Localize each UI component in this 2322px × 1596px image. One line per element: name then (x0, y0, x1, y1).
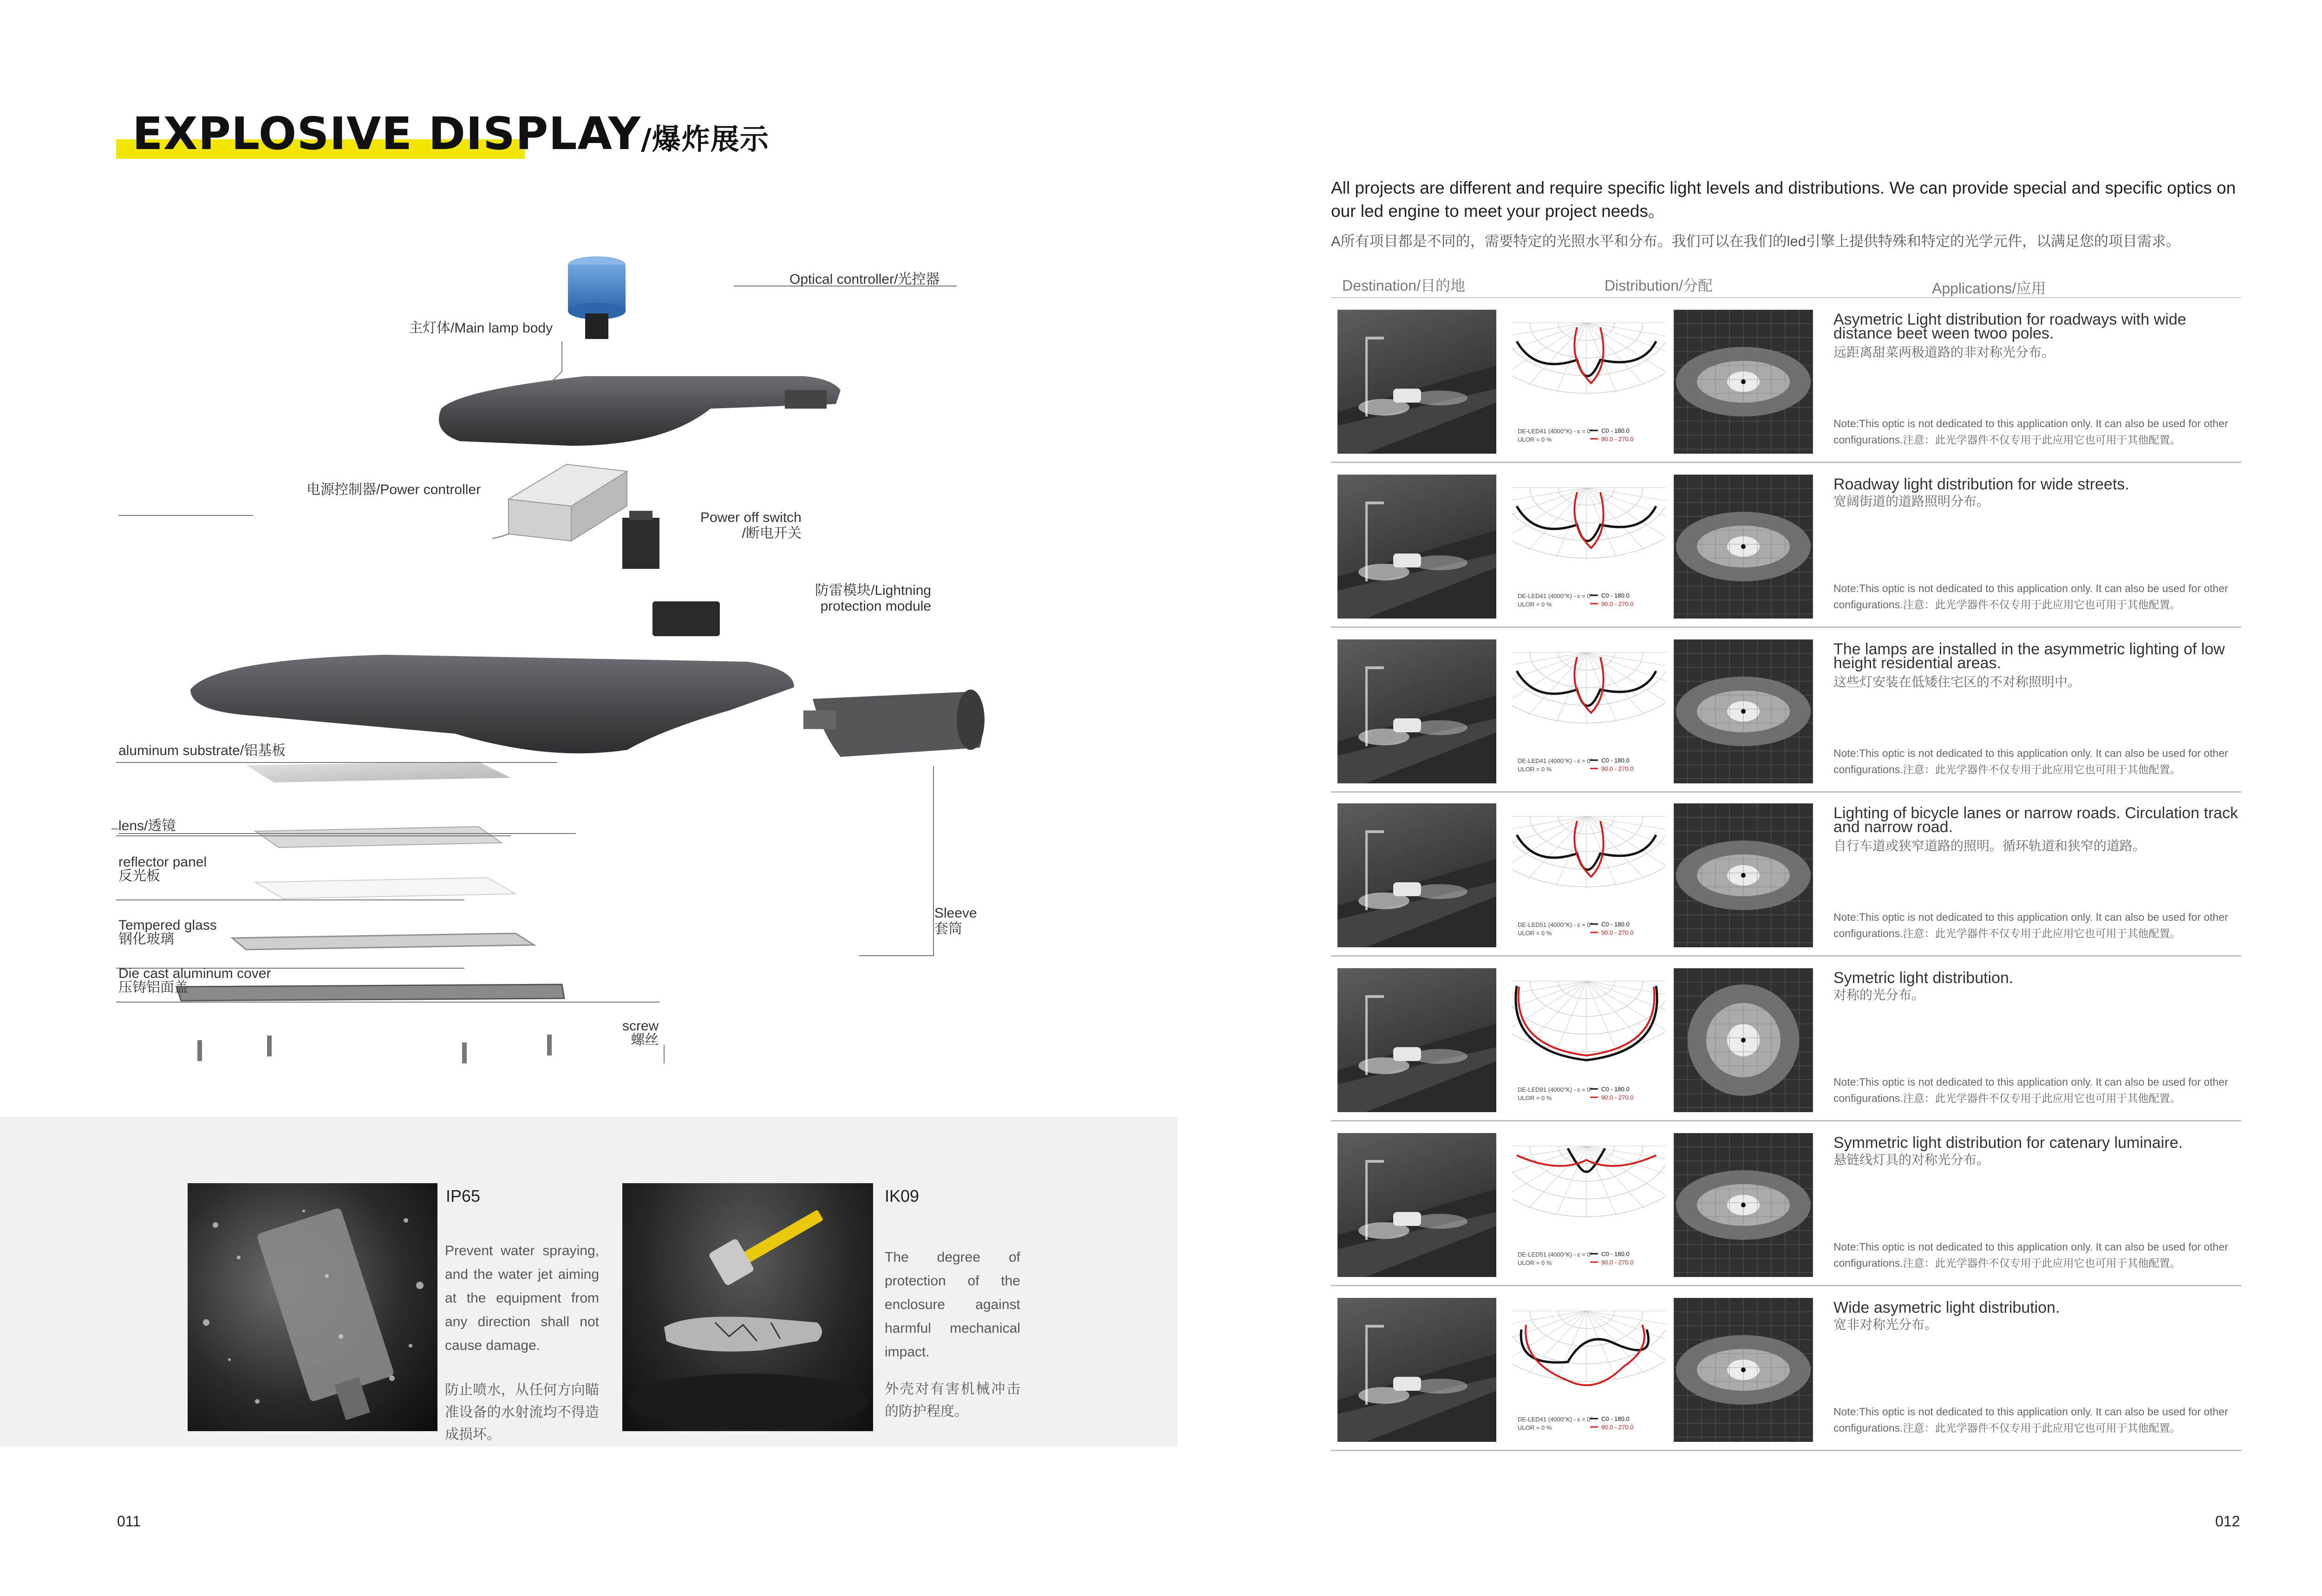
callout-sleeve-en: Sleeve (934, 905, 977, 921)
callout-lightning-module (815, 583, 931, 614)
optics-row (1331, 304, 2241, 463)
legend-label: 90.0 - 270.0 (1601, 1094, 1634, 1101)
callout-power-off-switch (700, 510, 802, 541)
polar-curve-chart (1512, 1297, 1665, 1446)
callout-lightning-line1: 防雷模块/Lightning (815, 583, 932, 598)
application-title-cn: 这些灯安装在低矮住宅区的不对称照明中。 (1833, 675, 2081, 689)
optics-row (1331, 469, 2241, 628)
polar-curve-chart (1512, 474, 1665, 622)
header-destination: Destination/目的地 (1342, 277, 1465, 294)
isolux-plot (1674, 1298, 1813, 1442)
application-note: Note:This optic is not dedicated to this application only. It can also be used for other configurations.注意：此光学器件不仅专用于此应用它也可用于其他配置。 (1833, 417, 2228, 446)
isolux-plot (1674, 639, 1813, 783)
optics-row (1331, 963, 2241, 1121)
ik09-photo (622, 1183, 873, 1431)
legend-label: 90.0 - 270.0 (1601, 765, 1634, 772)
distribution-code: ULOR = 0 % (1518, 766, 1552, 773)
application-title: Lighting of bicycle lanes or narrow roads. Circulation track and narrow road. (1833, 804, 2238, 836)
callout-power-off-switch-cn: /断电开关 (742, 526, 802, 541)
legend-label: 90.0 - 270.0 (1601, 436, 1634, 443)
legend-label: 90.0 - 270.0 (1601, 1259, 1634, 1266)
callout-reflector-en: reflector panel (118, 854, 207, 870)
distribution-diagram (1512, 967, 1665, 1116)
ip65-description-cn: 防止喷水，从任何方向瞄准设备的水射流均不得造成损坏。 (445, 1382, 599, 1442)
destination-photo (1337, 310, 1496, 454)
polar-curve-chart (1512, 638, 1665, 787)
callout-power-off-switch-en: Power off switch (700, 510, 802, 525)
callout-power-controller: 电源控制器/Power controller (307, 482, 481, 497)
distribution-code: ULOR = 0 % (1518, 1424, 1552, 1431)
application-note: Note:This optic is not dedicated to this application only. It can also be used for other configurations.注意：此光学器件不仅专用于此应用它也可用于其他配置。 (1833, 747, 2228, 775)
ip65-description: Prevent water spraying, and the water jet aiming at the equipment from any direction shall not cause damage. (445, 1243, 599, 1353)
legend-label: C0 - 180.0 (1601, 592, 1630, 599)
legend-label: 90.0 - 270.0 (1601, 600, 1634, 607)
polar-curve-chart (1512, 967, 1665, 1116)
distribution-code: DE-LED91 (4000°K) - ε = 0° (1518, 1086, 1593, 1093)
isolux-plot (1674, 1133, 1813, 1277)
optics-row (1331, 634, 2241, 793)
distribution-code: ULOR = 0 % (1518, 930, 1552, 937)
page-number-right: 012 (2215, 1513, 2240, 1530)
distribution-code: ULOR = 0 % (1518, 1259, 1552, 1266)
isolux-plot (1674, 803, 1813, 947)
callout-reflector-cn: 反光板 (118, 868, 160, 884)
legend-label: C0 - 180.0 (1601, 1415, 1630, 1422)
optics-row (1331, 1292, 2241, 1451)
distribution-diagram (1512, 1132, 1665, 1281)
polar-curve-chart (1512, 802, 1665, 951)
distribution-code: DE-LED51 (4000°K) - ε = 0° (1518, 921, 1593, 928)
legend-label: C0 - 180.0 (1601, 427, 1630, 434)
optics-row (1331, 1127, 2241, 1286)
callout-main-lamp-body: 主灯体/Main lamp body (409, 320, 553, 336)
optics-row (1331, 798, 2241, 957)
callout-reflector-panel (118, 855, 207, 883)
callout-leaders (0, 0, 1178, 1117)
destination-photo (1337, 475, 1496, 619)
callout-sleeve (934, 905, 977, 937)
header-applications: Applications/应用 (1932, 280, 2046, 297)
application-title: Symmetric light distribution for catenary luminaire. (1833, 1134, 2183, 1152)
destination-photo (1337, 803, 1496, 947)
application-title: The lamps are installed in the asymmetric lighting of low height residential areas. (1833, 640, 2225, 672)
application-title: Asymetric Light distribution for roadways with wide distance beet ween twoo poles. (1833, 311, 2186, 342)
ip65-title: IP65 (446, 1186, 481, 1205)
row-divider (1331, 791, 2241, 793)
callout-screw-en: screw (622, 1018, 659, 1034)
legend-label: C0 - 180.0 (1601, 757, 1630, 764)
row-divider (1331, 626, 2241, 628)
intro-text: All projects are different and require specific light levels and distributions. We can provide special and specific optics on our led engine to meet your project needs。 (1331, 178, 2236, 221)
callout-tempered-glass (118, 919, 217, 946)
distribution-diagram (1512, 309, 1665, 457)
distribution-diagram (1512, 802, 1665, 951)
row-divider (1331, 1450, 2241, 1451)
legend-label: 90.0 - 270.0 (1601, 929, 1634, 936)
callout-lens: lens/透镜 (118, 818, 176, 834)
destination-photo (1337, 1133, 1496, 1277)
row-divider (1331, 462, 2241, 463)
callout-aluminum-substrate: aluminum substrate/铝基板 (118, 743, 286, 758)
title-cn: /爆炸展示 (641, 122, 769, 156)
application-note: Note:This optic is not dedicated to this application only. It can also be used for other configurations.注意：此光学器件不仅专用于此应用它也可用于其他配置。 (1833, 1076, 2228, 1104)
callout-lightning-line2: protection module (820, 599, 932, 614)
legend-label: C0 - 180.0 (1601, 1086, 1630, 1093)
application-title-cn: 宽阔街道的道路照明分布。 (1833, 494, 1990, 508)
legend-label: C0 - 180.0 (1601, 1251, 1630, 1257)
header-distribution: Distribution/分配 (1605, 277, 1713, 294)
application-title: Symetric light distribution. (1833, 969, 2014, 987)
row-divider (1331, 955, 2241, 957)
distribution-code: DE-LED51 (4000°K) - ε = 0° (1518, 1251, 1593, 1258)
distribution-code: DE-LED41 (4000°K) - ε = 0° (1518, 757, 1593, 764)
callout-die-cast-cover (118, 967, 271, 995)
isolux-plot (1674, 310, 1813, 454)
distribution-diagram (1512, 474, 1665, 622)
row-divider (1331, 1120, 2241, 1121)
page-number-left: 011 (117, 1513, 141, 1530)
distribution-code: DE-LED41 (4000°K) - ε = 0° (1518, 1416, 1593, 1423)
callout-optical-controller: Optical controller/光控器 (789, 272, 940, 287)
row-divider (1331, 1285, 2241, 1286)
polar-curve-chart (1512, 309, 1665, 457)
callout-screw-cn: 螺丝 (631, 1032, 659, 1048)
isolux-plot (1674, 968, 1813, 1112)
application-title-cn: 远距离甜菜两极道路的非对称光分布。 (1833, 345, 2055, 359)
distribution-diagram (1512, 1297, 1665, 1446)
distribution-code: ULOR = 0 % (1518, 601, 1552, 608)
callout-tempered-en: Tempered glass (118, 918, 217, 933)
title-en: EXPLOSIVE DISPLAY (132, 108, 641, 160)
legend-label: 90.0 - 270.0 (1601, 1424, 1634, 1431)
distribution-code: DE-LED41 (4000°K) - ε = 0° (1518, 428, 1593, 435)
distribution-code: DE-LED41 (4000°K) - ε = 0° (1518, 593, 1593, 599)
application-note: Note:This optic is not dedicated to this application only. It can also be used for other configurations.注意：此光学器件不仅专用于此应用它也可用于其他配置。 (1833, 1406, 2228, 1434)
callout-sleeve-cn: 套筒 (934, 921, 962, 937)
isolux-plot (1674, 475, 1813, 619)
destination-photo (1337, 1298, 1496, 1442)
polar-curve-chart (1512, 1132, 1665, 1281)
header-divider (1331, 297, 2241, 298)
ik09-description-cn: 外壳对有害机械冲击的防护程度。 (885, 1381, 1020, 1419)
application-note: Note:This optic is not dedicated to this application only. It can also be used for other configurations.注意：此光学器件不仅专用于此应用它也可用于其他配置。 (1833, 911, 2228, 939)
legend-label: C0 - 180.0 (1601, 921, 1630, 928)
application-title: Wide asymetric light distribution. (1833, 1299, 2060, 1316)
callout-screw (622, 1019, 659, 1047)
distribution-diagram (1512, 638, 1665, 787)
application-title-cn: 自行车道或狭窄道路的照明。循环轨道和狭窄的道路。 (1833, 839, 2146, 853)
application-title-cn: 宽非对称光分布。 (1833, 1317, 1938, 1332)
distribution-code: ULOR = 0 % (1518, 1094, 1552, 1101)
intro-text-cn: A所有项目都是不同的，需要特定的光照水平和分布。我们可以在我们的led引擎上提供特殊和特定的光学元件，以满足您的项目需求。 (1331, 233, 2181, 249)
ip65-photo (188, 1183, 437, 1431)
application-title: Roadway light distribution for wide streets. (1833, 476, 2129, 493)
callout-tempered-cn: 钢化玻璃 (118, 932, 174, 947)
destination-photo (1337, 968, 1496, 1112)
ik09-description: The degree of protection of the enclosure against harmful mechanical impact. (885, 1250, 1020, 1360)
distribution-code: ULOR = 0 % (1518, 436, 1552, 443)
application-note: Note:This optic is not dedicated to this application only. It can also be used for other configurations.注意：此光学器件不仅专用于此应用它也可用于其他配置。 (1833, 582, 2228, 611)
application-title-cn: 对称的光分布。 (1833, 988, 1925, 1002)
callout-diecast-cn: 压铸铝面盖 (118, 980, 188, 995)
application-note: Note:This optic is not dedicated to this application only. It can also be used for other configurations.注意：此光学器件不仅专用于此应用它也可用于其他配置。 (1833, 1241, 2228, 1269)
destination-photo (1337, 639, 1496, 783)
ik09-title: IK09 (885, 1186, 920, 1205)
application-title-cn: 悬链线灯具的对称光分布。 (1833, 1153, 1990, 1167)
callout-diecast-en: Die cast aluminum cover (118, 966, 271, 981)
